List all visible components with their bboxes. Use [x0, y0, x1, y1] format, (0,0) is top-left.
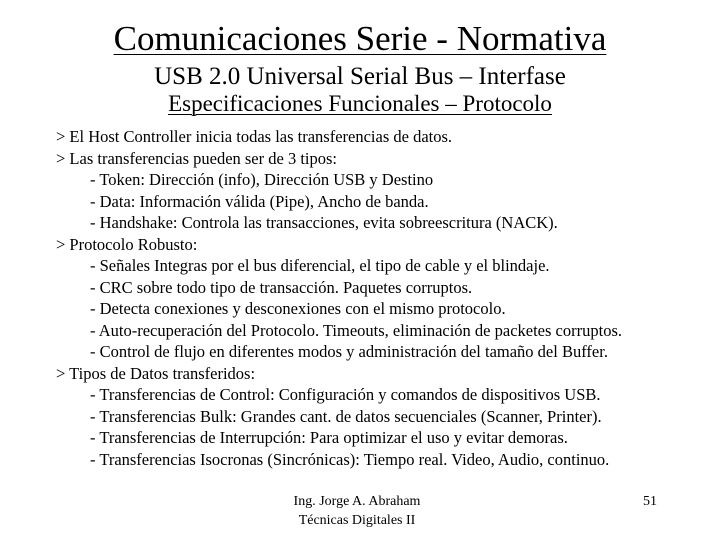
sub-item-data: - Data: Información válida (Pipe), Ancho de banda. — [90, 191, 429, 211]
bullet-robust-protocol: > Protocolo Robusto: — [56, 234, 198, 254]
bullet-data-types: > Tipos de Datos transferidos: — [56, 363, 256, 383]
slide-title-text: Comunicaciones Serie - Normativa — [113, 19, 607, 58]
slide-subtitle-section — [0, 90, 720, 118]
sub-item-token: - Token: Dirección (info), Dirección USB y Destino — [90, 170, 434, 189]
slide-subtitle-usb: USB 2.0 Universal Serial Bus – Interfase — [154, 63, 566, 90]
sub-item-handshake: - Handshake: Controla las transacciones, evita sobreescritura (NACK). — [90, 213, 558, 232]
sub-item-bulk-transfers: - Transferencias Bulk: Grandes cant. de datos secuenciales (Scanner, Printer). — [90, 406, 602, 426]
page-number: 51 — [643, 494, 657, 509]
bullet-host-controller: > El Host Controller inicia todas las transferencias de datos. — [56, 127, 453, 146]
sub-item-crc: - CRC sobre todo tipo de transacción. Paquetes corruptos. — [90, 277, 473, 297]
sub-item-interrupt-transfers: - Transferencias de Interrupción: Para optimizar el uso y evitar demoras. — [90, 428, 568, 447]
slide-title — [0, 18, 720, 60]
slide-body — [56, 126, 716, 470]
sub-item-auto-recovery: - Auto-recuperación del Protocolo. Timeouts, eliminación de packetes corruptos. — [90, 320, 622, 340]
sub-item-control-transfers: - Transferencias de Control: Configuración y comandos de dispositivos USB. — [90, 385, 601, 404]
sub-item-isochronous-transfers: - Transferencias Isocronas (Sincrónicas): Tiempo real. Video, Audio, continuo. — [90, 449, 610, 469]
footer-course-name: Técnicas Digitales II — [298, 513, 416, 528]
sub-item-flow-control: - Control de flujo en diferentes modos y administración del tamaño del Buffer. — [90, 342, 608, 361]
sub-item-signals: - Señales Integras por el bus diferencial, el tipo de cable y el blindaje. — [90, 256, 550, 275]
sub-item-detect: - Detecta conexiones y desconexiones con el mismo protocolo. — [90, 299, 506, 318]
slide-subtitle-section-text: Especificaciones Funcionales – Protocolo — [168, 91, 552, 116]
bullet-transfer-types: > Las transferencias pueden ser de 3 tipos: — [56, 148, 337, 168]
footer-author — [232, 492, 482, 530]
footer-author-name: Ing. Jorge A. Abraham — [293, 494, 421, 509]
